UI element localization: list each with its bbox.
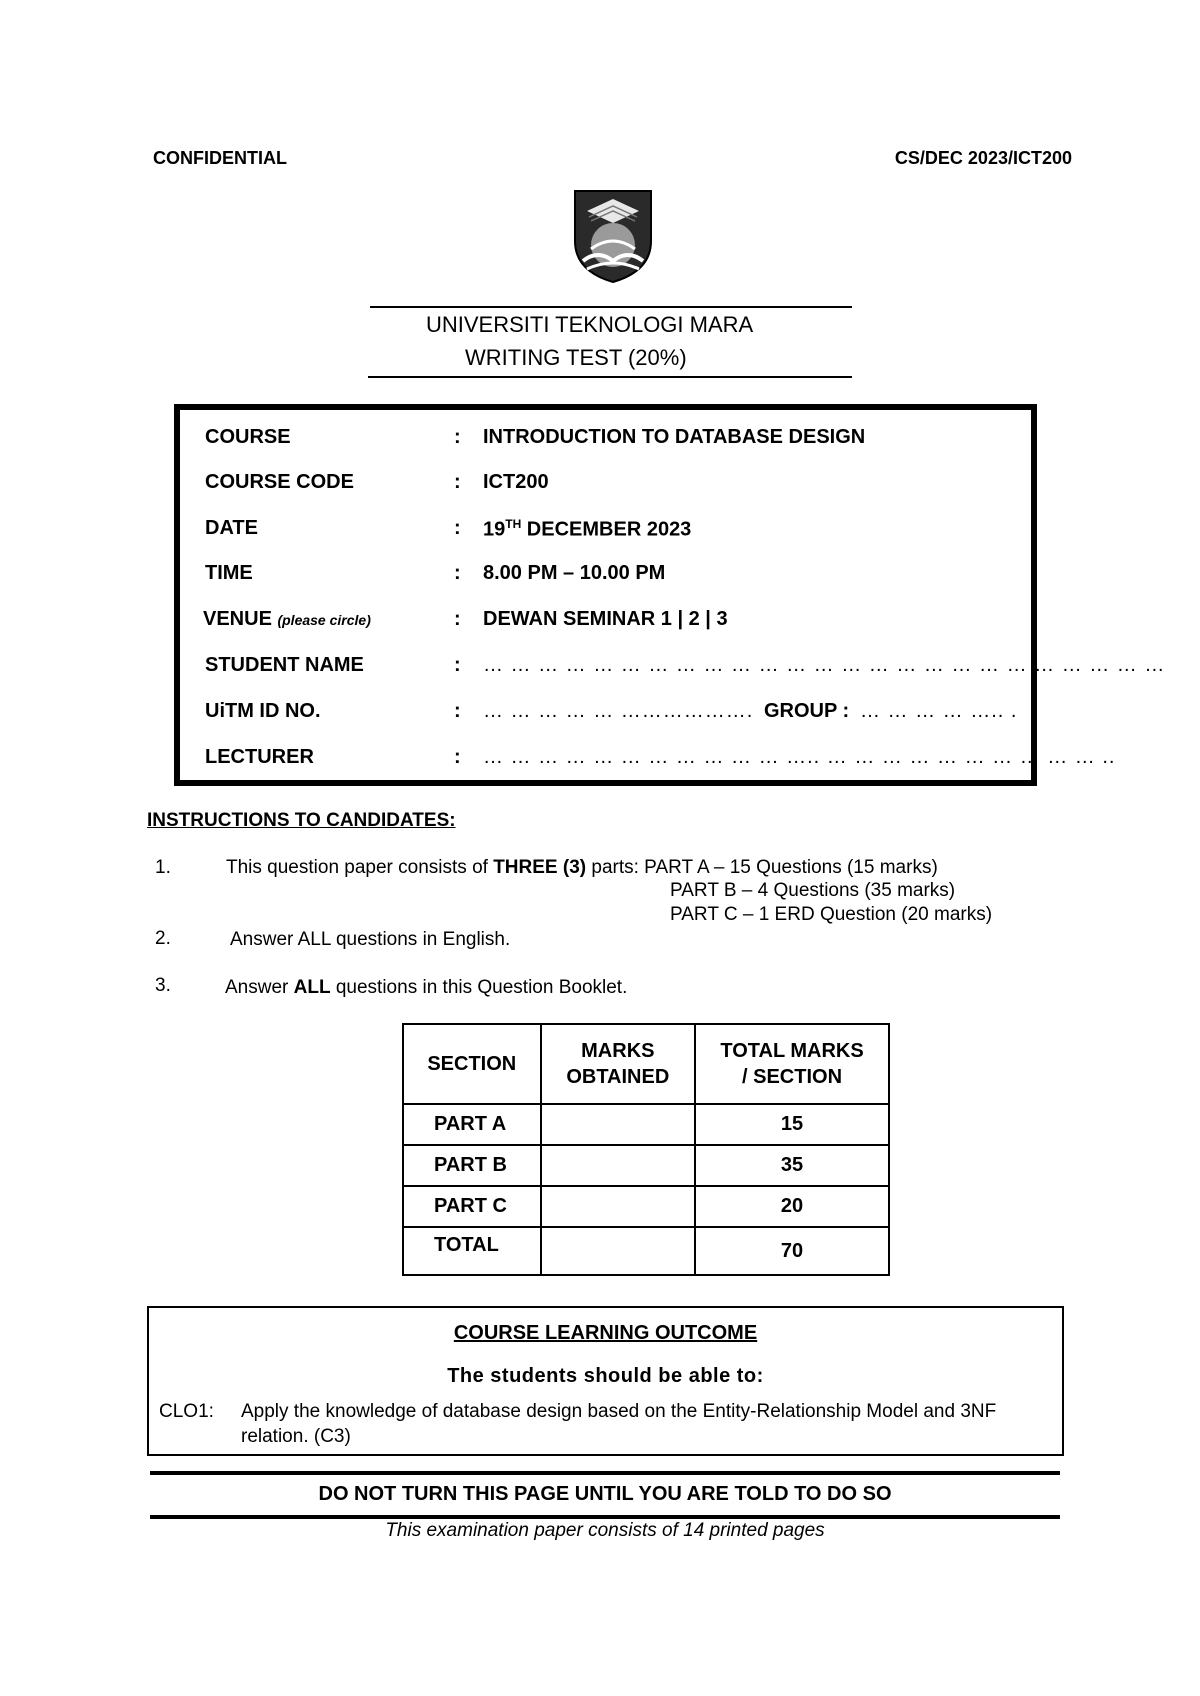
instruction-number-2: 2. (155, 928, 171, 949)
instruction-1-post: parts: PART A – 15 Questions (15 marks) (586, 857, 938, 878)
group-label: GROUP : (764, 700, 850, 722)
date-suffix: TH (505, 517, 522, 531)
instruction-3-post: questions in this Question Booklet. (330, 977, 628, 998)
table-row-total (403, 1227, 889, 1275)
instruction-1 (226, 857, 938, 879)
course-value: INTRODUCTION TO DATABASE DESIGN (483, 426, 866, 448)
instruction-3-pre: Answer (225, 977, 294, 998)
title-bottom-rule (368, 376, 852, 378)
date-label: DATE (205, 517, 258, 539)
obtained-cell[interactable] (541, 1104, 695, 1145)
section-cell: PART C (403, 1186, 541, 1227)
clo-text-line-1: Apply the knowledge of database design based on the Entity-Relationship Model and 3NF (241, 1401, 997, 1422)
header-total-marks (695, 1024, 889, 1104)
colon: : (454, 426, 461, 448)
venue-note: (please circle) (277, 612, 371, 628)
obtained-cell[interactable] (541, 1186, 695, 1227)
course-label: COURSE (205, 426, 291, 448)
test-name: WRITING TEST (20%) (465, 345, 687, 370)
colon: : (454, 608, 461, 630)
instruction-1-part-b: PART B – 4 Questions (35 marks) (670, 880, 956, 901)
header-marks-line-1: MARKS (581, 1040, 655, 1062)
footer-bottom-rule (150, 1515, 1060, 1519)
clo-heading: COURSE LEARNING OUTCOME (453, 1322, 758, 1344)
instruction-1-part-c: PART C – 1 ERD Question (20 marks) (670, 904, 993, 925)
total-cell: 20 (695, 1186, 889, 1227)
instruction-1-bold: THREE (3) (493, 857, 587, 878)
table-row (403, 1104, 889, 1145)
instructions-heading: INSTRUCTIONS TO CANDIDATES: (147, 810, 456, 831)
lecturer-field[interactable]: … … … … … … … … … … … ….. … … … … … … … … … … .. (483, 746, 1116, 768)
clo-subheading: The students should be able to: (447, 1365, 764, 1387)
instruction-1-pre: This question paper consists of (226, 857, 494, 878)
marks-table-header-row (403, 1024, 889, 1104)
university-name: UNIVERSITI TEKNOLOGI MARA (426, 312, 754, 337)
uitm-id-label: UiTM ID NO. (205, 700, 321, 722)
colon: : (454, 746, 461, 768)
course-code-value: ICT200 (483, 471, 549, 493)
instruction-2: Answer ALL questions in English. (230, 929, 511, 950)
colon: : (454, 700, 461, 722)
header-total-line-1: TOTAL MARKS (720, 1040, 864, 1062)
confidential-label: CONFIDENTIAL (153, 148, 287, 168)
header-total-line-2: / SECTION (742, 1066, 843, 1088)
total-cell: 70 (695, 1227, 889, 1275)
obtained-cell[interactable] (541, 1227, 695, 1275)
paper-code: CS/DEC 2023/ICT200 (894, 148, 1072, 168)
section-cell: PART A (403, 1104, 541, 1145)
total-cell: 35 (695, 1145, 889, 1186)
date-value (483, 517, 691, 542)
candidate-info-box (174, 404, 1166, 786)
uitm-id-field[interactable]: … … … … … ………………. (483, 700, 754, 722)
student-name-label: STUDENT NAME (205, 654, 364, 676)
instruction-3-bold: ALL (293, 977, 331, 998)
student-name-field[interactable]: … … … … … … … … … … … … … … … … … … … … … … … … … (483, 654, 1166, 676)
colon: : (454, 471, 461, 493)
venue-label (203, 608, 371, 631)
course-code-label: COURSE CODE (205, 471, 354, 493)
section-cell: PART B (403, 1145, 541, 1186)
header-section (403, 1024, 541, 1104)
course-learning-outcome-box (147, 1306, 1064, 1456)
title-top-rule (370, 306, 852, 308)
table-row (403, 1186, 889, 1227)
header-marks-obtained (541, 1024, 695, 1104)
time-value: 8.00 PM – 10.00 PM (483, 562, 666, 584)
clo-text-line-2: relation. (C3) (241, 1426, 351, 1447)
colon: : (454, 562, 461, 584)
instruction-number-3: 3. (155, 975, 171, 996)
venue-label-text: VENUE (203, 608, 272, 630)
printed-pages-note: This examination paper consists of 14 printed pages (385, 1520, 825, 1541)
footer-top-rule (150, 1471, 1060, 1475)
do-not-turn-warning: DO NOT TURN THIS PAGE UNTIL YOU ARE TOLD TO DO SO (318, 1483, 892, 1505)
total-cell: 15 (695, 1104, 889, 1145)
uitm-crest-icon (573, 189, 653, 284)
marks-table (402, 1023, 890, 1276)
date-day: 19 (483, 518, 506, 541)
time-label: TIME (205, 562, 253, 584)
colon: : (454, 517, 461, 539)
header-marks-line-2: OBTAINED (566, 1066, 670, 1088)
date-rest: DECEMBER 2023 (521, 518, 692, 541)
venue-value: DEWAN SEMINAR 1 | 2 | 3 (483, 608, 728, 630)
obtained-cell[interactable] (541, 1145, 695, 1186)
section-cell: TOTAL (403, 1227, 541, 1275)
instruction-number-1: 1. (155, 857, 171, 878)
table-row (403, 1145, 889, 1186)
colon: : (454, 654, 461, 676)
header-section-line: SECTION (427, 1053, 517, 1075)
group-field[interactable]: … … … … ….. . (860, 700, 1018, 722)
lecturer-label: LECTURER (205, 746, 314, 768)
clo-code: CLO1: (159, 1401, 214, 1422)
instruction-3 (225, 977, 627, 999)
